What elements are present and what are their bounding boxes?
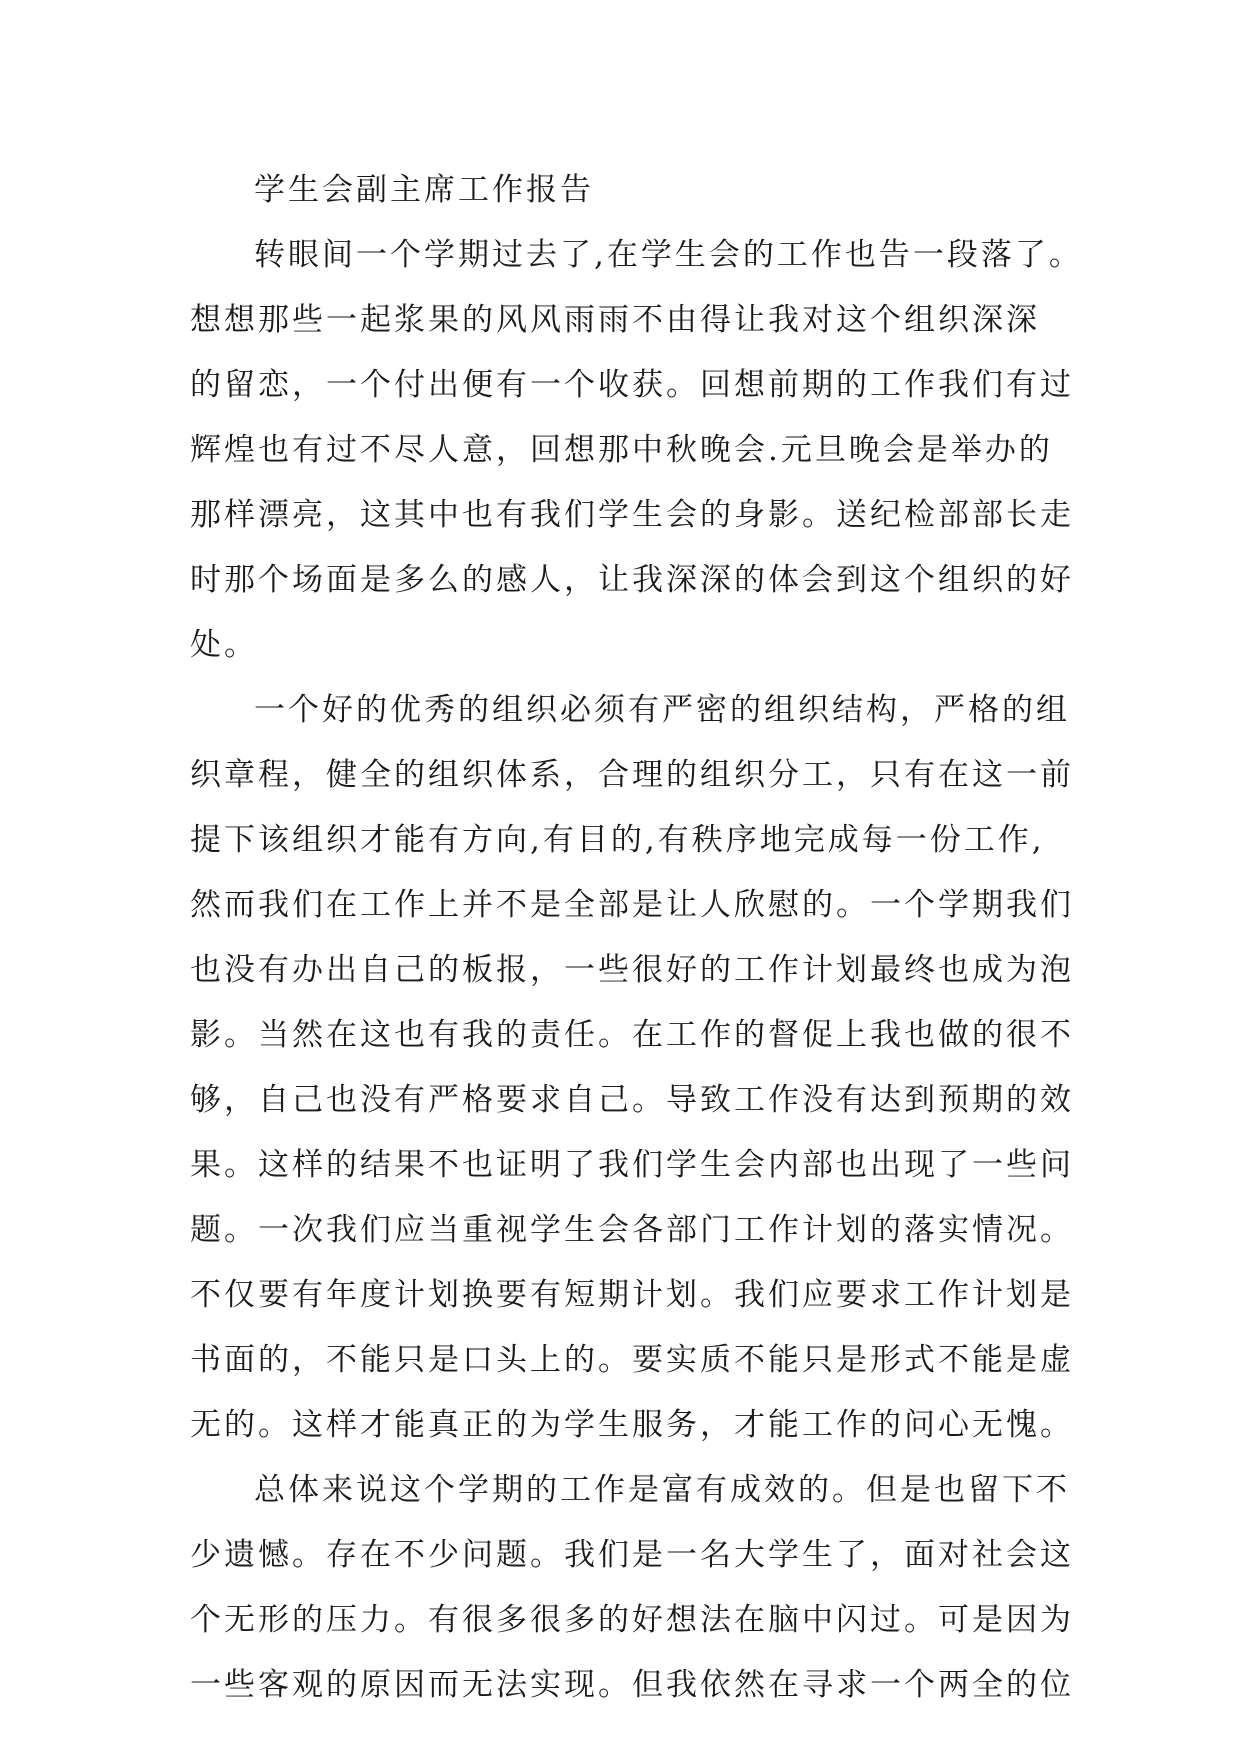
paragraph-1-line-7: 处。 — [190, 627, 258, 663]
paragraph-2-line-5: 也没有办出自己的板报，一些很好的工作计划最终也成为泡 — [190, 952, 1074, 988]
paragraph-2-line-1: 一个好的优秀的组织必须有严密的组织结构，严格的组 — [254, 692, 1070, 728]
paragraph-2-line-9: 题。一次我们应当重视学生会各部门工作计划的落实情况。 — [190, 1212, 1074, 1248]
document-body — [190, 158, 1090, 1718]
paragraph-2-line-3: 提下该组织才能有方向,有目的,有秩序地完成每一份工作, — [190, 822, 1045, 858]
paragraph-3-line-4: 一些客观的原因而无法实现。但我依然在寻求一个两全的位 — [190, 1667, 1074, 1703]
paragraph-1-line-4: 辉煌也有过不尽人意，回想那中秋晚会.元旦晚会是举办的 — [190, 432, 1053, 468]
paragraph-1-line-3: 的留恋，一个付出便有一个收获。回想前期的工作我们有过 — [190, 367, 1074, 403]
paragraph-1-line-1: 转眼间一个学期过去了,在学生会的工作也告一段落了。 — [254, 237, 1083, 273]
paragraph-3-line-2: 少遗憾。存在不少问题。我们是一名大学生了，面对社会这 — [190, 1537, 1074, 1573]
paragraph-2-line-12: 无的。这样才能真正的为学生服务，才能工作的问心无愧。 — [190, 1407, 1074, 1443]
paragraph-1-line-2: 想想那些一起浆果的风风雨雨不由得让我对这个组织深深 — [190, 302, 1040, 338]
paragraph-2-line-10: 不仅要有年度计划换要有短期计划。我们应要求工作计划是 — [190, 1277, 1074, 1313]
paragraph-3-line-1: 总体来说这个学期的工作是富有成效的。但是也留下不 — [254, 1472, 1070, 1508]
document-title: 学生会副主席工作报告 — [254, 172, 594, 208]
paragraph-1-line-6: 时那个场面是多么的感人，让我深深的体会到这个组织的好 — [190, 562, 1074, 598]
paragraph-2-line-8: 果。这样的结果不也证明了我们学生会内部也出现了一些问 — [190, 1147, 1074, 1183]
paragraph-1-line-5: 那样漂亮，这其中也有我们学生会的身影。送纪检部部长走 — [190, 497, 1074, 533]
paragraph-2-line-6: 影。当然在这也有我的责任。在工作的督促上我也做的很不 — [190, 1017, 1074, 1053]
paragraph-2-line-11: 书面的，不能只是口头上的。要实质不能只是形式不能是虚 — [190, 1342, 1074, 1378]
paragraph-3-line-3: 个无形的压力。有很多很多的好想法在脑中闪过。可是因为 — [190, 1602, 1074, 1638]
paragraph-2-line-4: 然而我们在工作上并不是全部是让人欣慰的。一个学期我们 — [190, 887, 1074, 923]
paragraph-2-line-7: 够，自己也没有严格要求自己。导致工作没有达到预期的效 — [190, 1082, 1074, 1118]
paragraph-2-line-2: 织章程，健全的组织体系，合理的组织分工，只有在这一前 — [190, 757, 1074, 793]
